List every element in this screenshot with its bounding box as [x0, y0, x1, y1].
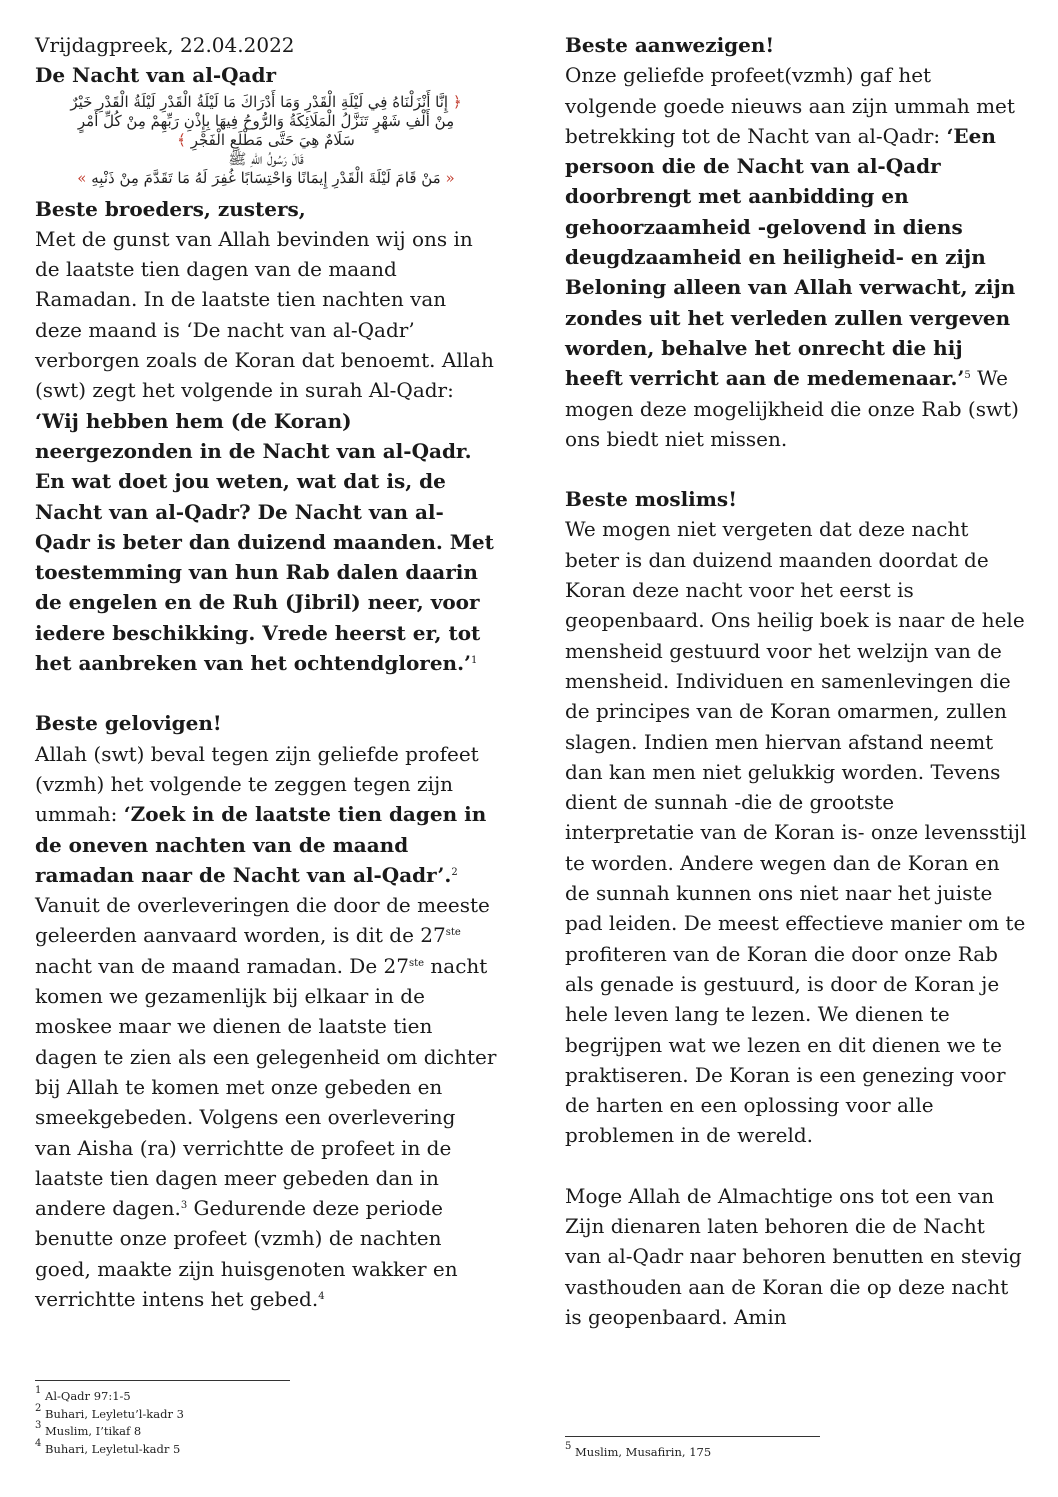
- paragraph-text: Vanuit de overleveringen die door de meeste geleerden aanvaard worden, is dit de 27: [35, 893, 490, 948]
- paragraph-text: nacht komen we gezamenlijk bij elkaar in de moskee maar we dienen de laatste tien dagen te zien als een gelegenheid om dichter bij Allah te komen met onze gebeden en smeekgebeden. Volgens een overlevering van Aisha (ra) verrichtte de profeet in de laatste tien dagen meer gebeden dan in andere dagen.: [35, 953, 497, 1221]
- paragraph-moslims: We mogen niet vergeten dat deze nacht beter is dan duizend maanden doordat de Koran deze nacht voor het eerst is geopenbaard. Ons heilig boek is naar de hele mensheid gestuurd voor het welzijn van de mensheid. Individuen en samenlevingen die de principes van de Koran omarmen, zullen slagen. Indien men hiervan afstand neemt dan kan men niet gelukkig worden. Tevens dient de sunnah -die de grootste interpretatie van de Koran is- onze levensstijl te worden. Andere wegen dan de Koran en de sunnah kunnen ons niet naar het juiste pad leiden. De meest effectieve manier om te profiteren van de Koran die door onze Rab als genade is gestuurd, is door de Koran je hele leven lang te lezen. We dienen te begrijpen wat we lezen en dit dienen we te praktiseren. De Koran is een genezing voor de harten en een oplossing voor alle problemen in de wereld.: [565, 517, 1027, 1148]
- verse-open-bracket: ﴿: [452, 92, 462, 111]
- arabic-hadith-line: [35, 169, 497, 188]
- ordinal-suffix: ste: [408, 957, 425, 969]
- arabic-verse-line-2: مِنْ أَلْفِ شَهْرٍ تَنَزَّلُ الْمَلَائِكَةُ وَالرُّوحُ فِيهَا بِإِذْنِ رَبِّهِمْ مِنْ كُلِّ أَمْرٍ: [77, 111, 455, 130]
- footnote-text: Muslim, I’tikaf 8: [41, 1424, 142, 1438]
- right-column: [565, 30, 1027, 1332]
- footnote-num: 4: [35, 1437, 42, 1449]
- paragraph-gelovigen: [35, 739, 497, 1315]
- arabic-verse-line-3: [35, 131, 497, 150]
- verse-close-bracket: ﴾: [177, 130, 186, 149]
- paragraph-text: Onze geliefde profeet(vzmh) gaf het volgende goede nieuws aan zijn ummah met betrekking tot de Nacht van al-Qadr:: [565, 63, 1015, 148]
- footnote-num: 3: [35, 1420, 42, 1431]
- hadith-quote: ‘Zoek in de laatste tien dagen in de oneven nachten van de maand ramadan naar de Nacht van al-Qadr’.: [35, 802, 487, 887]
- footnote-text: Al-Qadr 97:1-5: [41, 1389, 131, 1403]
- section-heading-moslims: Beste moslims!: [565, 487, 737, 512]
- hadith-close-quote: »: [77, 168, 87, 187]
- section-heading-broeders: Beste broeders, zusters,: [35, 196, 306, 221]
- footnote-2: [35, 1402, 184, 1424]
- sermon-title: De Nacht van al-Qadr: [35, 63, 277, 88]
- footnote-ref-4: 4: [318, 1290, 325, 1302]
- section-heading-gelovigen: Beste gelovigen!: [35, 711, 222, 736]
- paragraph-text: nacht van de maand ramadan. De 27: [35, 953, 409, 978]
- quran-quote: ‘Wij hebben hem (de Koran) neergezonden in de Nacht van al-Qadr. En wat doet jou weten, wat dat is, de Nacht van al-Qadr? De Nacht van al-Qadr is beter dan duizend maanden. Met toestemming van hun Rab dalen daarin de engelen en de Ruh (Jibril) neer, voor iedere beschikking. Vrede heerst er, tot het aanbreken van het ochtendgloren.’: [35, 408, 494, 676]
- footnote-num: 2: [35, 1402, 42, 1414]
- footnote-4: [35, 1437, 184, 1459]
- arabic-verse-line-1: [35, 93, 497, 112]
- arabic-verse-text-3: سَلَامٌ هِيَ حَتَّى مَطْلَعِ الْفَجْرِ: [190, 130, 355, 149]
- paragraph-text: Allah (swt) beval tegen zijn geliefde profeet (vzmh) het volgende te zeggen tegen zijn ummah:: [35, 741, 479, 827]
- footnote-num: 1: [35, 1385, 42, 1396]
- closing-prayer: Moge Allah de Almachtige ons tot een van Zijn dienaren laten behoren die de Nacht van al-Qadr naar behoren benutten en stevig vasthouden aan de Koran die op deze nacht is geopenbaard. Amin: [565, 1183, 1022, 1329]
- arabic-hadith-text: مَنْ قَامَ لَيْلَةَ الْقَدْرِ إِيمَانًا وَاحْتِسَابًا غُفِرَ لَهُ مَا تَقَدَّمَ مِنْ ذَنْبِهِ: [91, 168, 441, 187]
- footnote-num: 5: [565, 1441, 572, 1452]
- footnote-divider-left: [35, 1380, 290, 1381]
- arabic-verse-text-1: إِنَّا أَنْزَلْنَاهُ فِي لَيْلَةِ الْقَدْرِ وَمَا أَدْرَاكَ مَا لَيْلَةُ الْقَدْرِ لَيْلَةُ الْقَدْرِ خَيْرٌ: [70, 92, 449, 111]
- paragraph-aanwezigen: [565, 60, 1027, 454]
- footnote-ref-2: 2: [451, 866, 458, 878]
- section-heading-aanwezigen: Beste aanwezigen!: [565, 33, 775, 57]
- footnote-5: [565, 1441, 712, 1462]
- left-column: [35, 30, 497, 1314]
- footnotes-right: [565, 1441, 712, 1462]
- footnote-1: [35, 1385, 184, 1406]
- footnote-text: Buhari, Leyletu’l-kadr 3: [41, 1406, 184, 1421]
- paragraph-text: Met de gunst van Allah bevinden wij ons in de laatste tien dagen van de maand Ramadan. In de laatste tien nachten van deze maand is ‘De nacht van al-Qadr’ verborgen zoals de Koran dat benoemt. Allah (swt) zegt het volgende in surah Al-Qadr:: [35, 226, 494, 403]
- footnote-3: [35, 1420, 184, 1441]
- arabic-verse-block: [35, 93, 497, 188]
- footnote-divider-right: [565, 1436, 820, 1437]
- paragraph-text: Gedurende deze periode benutte onze profeet (vzmh) de nachten goed, maakte zijn huisgenoten wakker en verrichtte intens het gebed.: [35, 1196, 458, 1311]
- date-line: Vrijdagpreek, 22.04.2022: [35, 33, 295, 57]
- footnote-ref-5: 5: [964, 370, 971, 382]
- footnotes-left: [35, 1385, 184, 1458]
- ordinal-suffix: ste: [445, 927, 461, 939]
- footnote-text: Buhari, Leyletul-kadr 5: [41, 1441, 181, 1456]
- footnote-text: Muslim, Musafirin, 175: [571, 1445, 712, 1459]
- paragraph-intro: [35, 224, 497, 678]
- footnote-ref-1: 1: [471, 655, 478, 667]
- arabic-hadith-intro: قَالَ رَسُولُ اللّٰهِ ﷺ: [228, 149, 304, 168]
- footnote-ref-3: 3: [180, 1200, 188, 1212]
- hadith-quote: ‘Een persoon die de Nacht van al-Qadr doorbrengt met aanbidding en gehoorzaamheid -gelovend in diens deugdzaamheid en heiligheid- en zijn Beloning alleen van Allah verwacht, zijn zondes uit het verleden zullen vergeven worden, behalve het onrecht die hij heeft verricht aan de medemenaar.’: [565, 123, 1016, 391]
- paragraph-text: We mogen deze mogelijkheid die onze Rab (swt) ons biedt niet missen.: [565, 366, 1019, 451]
- hadith-open-quote: «: [445, 168, 455, 187]
